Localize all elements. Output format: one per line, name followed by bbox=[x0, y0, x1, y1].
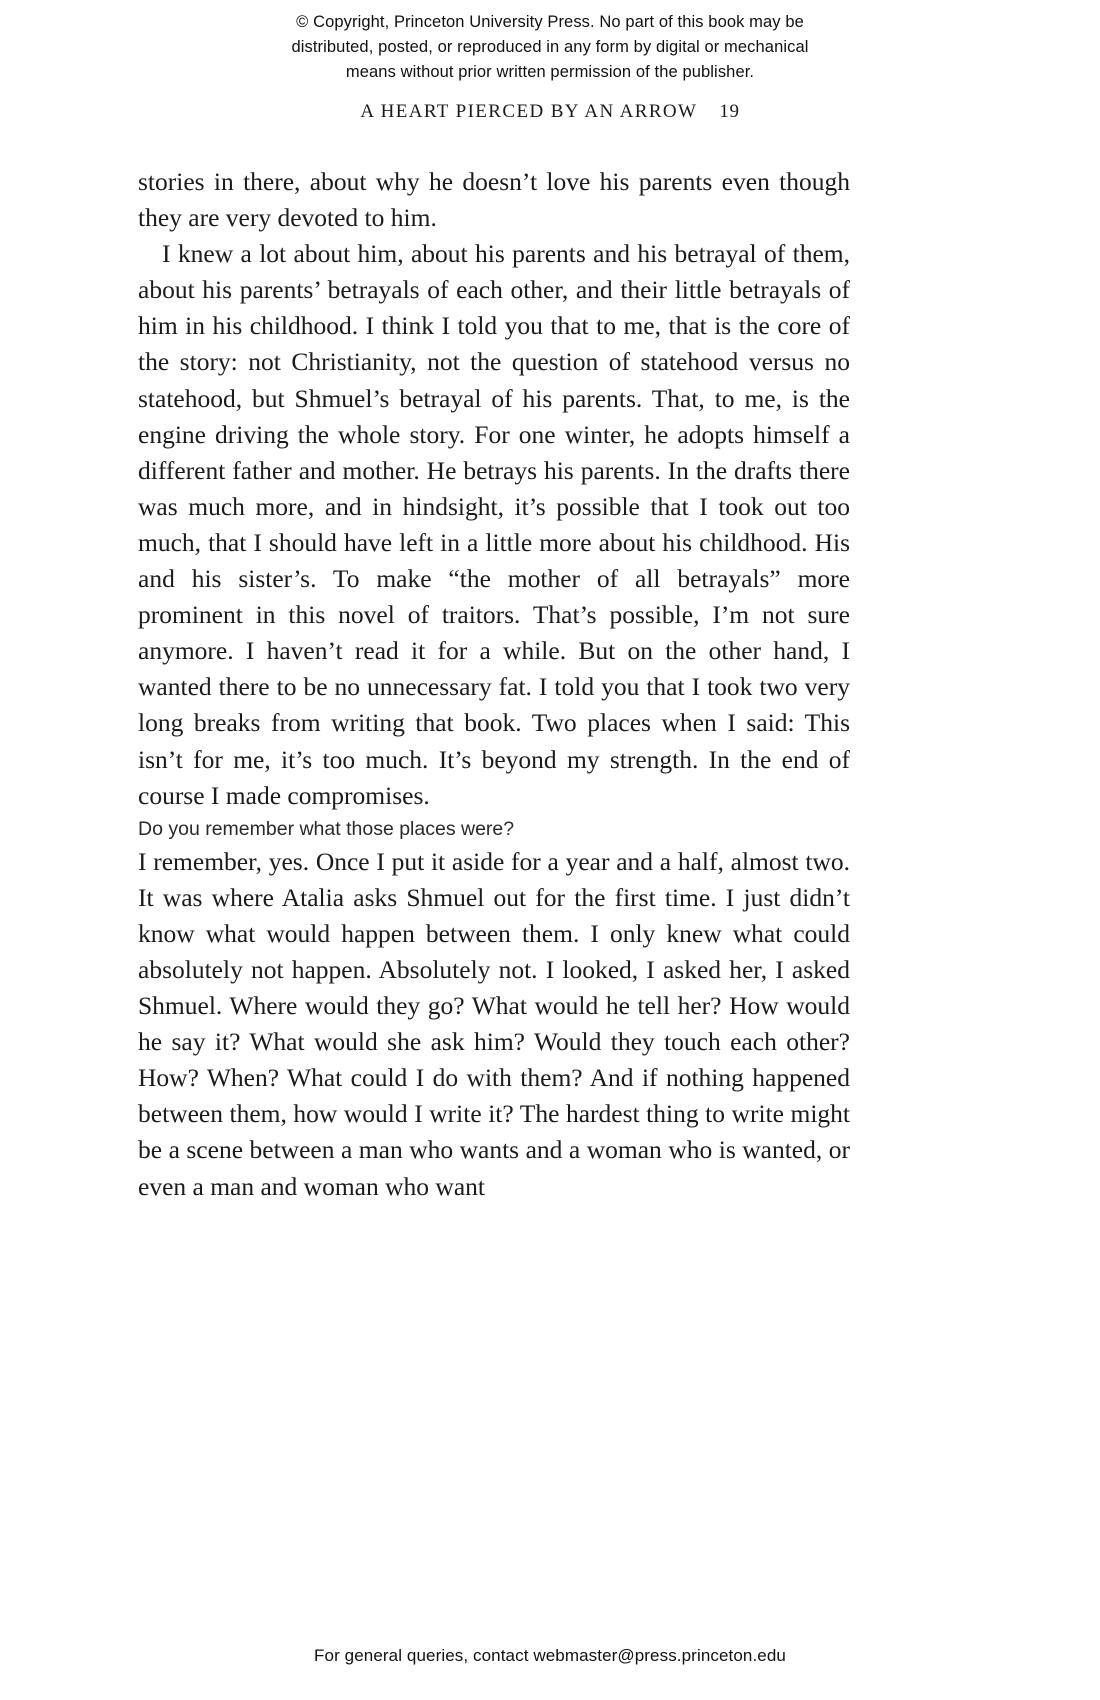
copyright-line-3: means without prior written permission of the publisher. bbox=[345, 63, 755, 82]
paragraph-2: I knew a lot about him, about his parents and his betrayal of them, about his parents’ betrayals of each other, and their little betrayals of him in his childhood. I think I told you that to me, that is the core of the story: not Christianity, not the question of statehood versus no statehood, but Shmuel’s betrayal of his parents. That, to me, is the engine driving the whole story. For one winter, he adopts himself a different father and mother. He betrays his parents. In the drafts there was much more, and in hindsight, it’s possible that I took out too much, that I should have left in a little more about his childhood. His and his sister’s. To make “the mother of all betrayals” more prominent in this novel of traitors. That’s possible, I’m not sure anymore. I haven’t read it for a while. But on the other hand, I wanted there to be no unnecessary fat. I told you that I took two very long breaks from writing that book. Two places when I said: This isn’t for me, it’s too much. It’s beyond my strength. In the end of course I made compromises. bbox=[138, 239, 850, 810]
footer-query-note: For general queries, contact webmaster@press.princeton.edu bbox=[314, 1646, 786, 1665]
running-head-title: A HEART PIERCED BY AN ARROW bbox=[360, 101, 698, 122]
running-head bbox=[0, 101, 1100, 123]
paragraph-continued: stories in there, about why he doesn’t love his parents even though they are very devoted to him. bbox=[138, 167, 850, 233]
copyright-notice bbox=[0, 10, 1100, 85]
copyright-line-1: © Copyright, Princeton University Press. No part of this book may be bbox=[296, 13, 804, 31]
copyright-line-2: distributed, posted, or reproduced in any form by digital or mechanical bbox=[291, 38, 809, 57]
interview-question: Do you remember what those places were? bbox=[138, 817, 515, 840]
body-text-column bbox=[138, 164, 850, 1205]
paragraph-3: I remember, yes. Once I put it aside for a year and a half, almost two. It was where Atalia asks Shmuel out for the first time. I just didn’t know what would happen between them. I only knew what could absolutely not happen. Absolutely not. I looked, I asked her, I asked Shmuel. Where would they go? What would he tell her? How would he say it? What would she ask him? Would they touch each other? How? When? What could I do with them? And if nothing happened between them, how would I write it? The hardest thing to write might be a scene between a man who wants and a woman who is wanted, or even a man and woman who want bbox=[138, 846, 850, 1201]
page-number: 19 bbox=[719, 101, 740, 122]
